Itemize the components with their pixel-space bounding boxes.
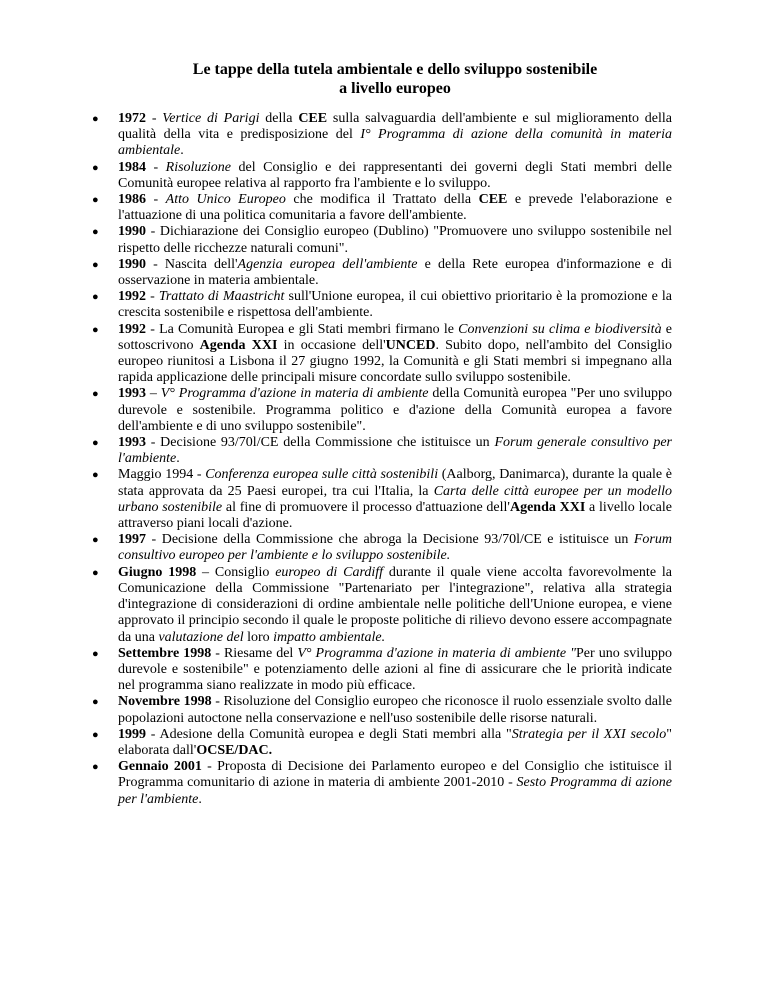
bold-text: 1992 xyxy=(118,321,146,337)
list-item xyxy=(92,532,672,564)
text-run: al fine di promuovere il processo d'attuazione dell' xyxy=(222,499,510,515)
bold-text: Novembre 1998 xyxy=(118,694,212,710)
text-run: – Consiglio xyxy=(196,564,276,580)
list-item xyxy=(92,289,672,321)
text-run: loro xyxy=(243,629,274,645)
text-run: sull'Unione europea, il cui obiettivo prioritario è la promozione e la crescita sostenibile e rispettosa dell'ambiente. xyxy=(118,289,672,321)
milestones-list xyxy=(92,111,673,808)
bullet-icon: ● xyxy=(92,113,99,125)
text-run: Maggio 1994 - xyxy=(118,467,206,483)
bold-text: 1986 xyxy=(118,192,146,208)
italic-text: europeo di Cardiff xyxy=(275,564,384,580)
bullet-icon: ● xyxy=(92,566,99,579)
bullet-icon: ● xyxy=(92,258,99,271)
bold-text: UNCED xyxy=(385,337,436,353)
text-run: . xyxy=(180,143,184,159)
text-run: - Nascita dell' xyxy=(146,256,238,272)
page-title xyxy=(118,60,672,98)
italic-text: Sesto Programma di azione per l'ambiente xyxy=(118,775,672,807)
text-run: a livello locale attraverso piani locali d'azione. xyxy=(118,499,672,532)
bold-text: 1990 xyxy=(118,224,146,240)
bold-text: OCSE/DAC. xyxy=(196,742,273,758)
bold-text: 1990 xyxy=(118,256,146,272)
italic-text: Forum generale consultivo per l'ambiente xyxy=(118,435,673,467)
text-run: - Adesione della Comunità europea e degli Stati membri alla " xyxy=(146,726,512,742)
text-run: " elaborata dall' xyxy=(118,726,672,758)
text-run: - Dichiarazione dei Consiglio europeo (Dublino) "Promuovere uno sviluppo sostenibile nel rispetto delle ricchezze naturali comuni". xyxy=(118,224,672,256)
bold-text: 1992 xyxy=(118,289,146,305)
text-run: . Subito dopo, nell'ambito del Consiglio europeo riunitosi a Lisbona il 27 giugno 1992, la Comunità e gli Stati membri si impegnano alla rapida applicazione delle principali misure concordate sullo sviluppo sostenibile. xyxy=(118,337,672,386)
bold-text: Agenda XXI xyxy=(199,337,278,353)
italic-text: Carta delle città europee per un modello urbano sostenibile xyxy=(118,483,672,515)
text-run: (Aalborg, Danimarca), durante la quale è stata approvata da 25 Paesi europei, tra cui l'Italia, la xyxy=(118,467,672,499)
italic-text: valutazione del xyxy=(158,629,244,645)
list-item xyxy=(92,467,672,532)
italic-text: V° Programma d'azione in materia di ambiente xyxy=(160,386,429,402)
list-item xyxy=(92,694,672,726)
bullet-icon: ● xyxy=(92,761,99,774)
text-run: . xyxy=(176,451,180,467)
italic-text: Agenzia europea dell'ambiente xyxy=(237,256,418,272)
text-run: - La Comunità Europea e gli Stati membri firmano le xyxy=(146,321,459,337)
italic-text: Trattato di Maastricht xyxy=(158,289,285,305)
italic-text: Vertice di Parigi xyxy=(162,111,260,126)
list-item xyxy=(92,159,672,192)
text-run: durante il quale viene accolta favorevolmente la Comunicazione della Commissione "Partenariato per l'integrazione", relativa alla strategia d'integrazione di considerazioni di ordine ambientale nelle politiche dell'Unione europea, e viene approvato il principio secondo il quale le proposte politiche di rilievo devono essere accompagnate da una xyxy=(118,564,672,645)
bullet-icon: ● xyxy=(92,323,99,336)
text-run: in occasione dell' xyxy=(277,337,386,353)
bold-text: 1993 xyxy=(118,435,146,451)
text-run: sulla salvaguardia dell'ambiente e sul miglioramento della qualità della vita e predisposizione del xyxy=(118,111,672,143)
text-run: - Decisione 93/70l/CE della Commissione che istituisce un xyxy=(146,435,495,451)
title-line-2: a livello europeo xyxy=(339,80,451,97)
bold-text: 1997 xyxy=(118,532,146,548)
text-run: e prevede l'elaborazione e l'attuazione di una politica comunitaria a favore dell'ambiente. xyxy=(118,192,672,224)
bullet-icon: ● xyxy=(92,226,99,239)
text-run: della Comunità europea "Per uno sviluppo durevole e sostenibile. Programma politico e d'azione della Comunità europea a favore dell'ambiente e di uno sviluppo sostenibile". xyxy=(118,386,673,434)
list-item xyxy=(92,224,672,256)
text-run: . xyxy=(198,791,202,807)
bullet-icon: ● xyxy=(92,728,99,741)
text-run: e sottoscrivono xyxy=(118,321,672,353)
bullet-icon: ● xyxy=(92,161,99,174)
list-item xyxy=(92,321,672,387)
text-run: - Risoluzione del Consiglio europeo che riconosce il ruolo essenziale svolto dalle popolazioni autoctone nella conservazione e nell'uso sostenibile delle risorse naturali. xyxy=(118,694,672,726)
bold-text: CEE xyxy=(298,111,328,126)
list-item xyxy=(92,111,673,160)
text-run: della xyxy=(259,111,299,126)
bold-text: 1972 xyxy=(118,111,146,126)
italic-text: Atto Unico Europeo xyxy=(165,192,286,208)
italic-text: I° Programma di azione della comunità in materia ambientale xyxy=(118,127,673,159)
bullet-icon: ● xyxy=(92,388,99,401)
text-run: - xyxy=(146,192,166,208)
italic-text: Risoluzione xyxy=(165,159,232,175)
text-run: che modifica il Trattato della xyxy=(285,192,479,208)
text-run: - Riesame del xyxy=(211,645,298,661)
italic-text: Conferenza europea sulle città sostenibili xyxy=(205,467,439,483)
text-run: - Decisione della Commissione che abroga la Decisione 93/70l/CE e istituisce un xyxy=(146,532,634,548)
bullet-icon: ● xyxy=(92,291,99,304)
title-line-1: Le tappe della tutela ambientale e dello sviluppo sostenibile xyxy=(192,61,598,78)
list-item xyxy=(92,192,672,224)
bold-text: Agenda XXI xyxy=(509,499,586,515)
italic-text: V° Programma d'azione in materia di ambiente " xyxy=(297,645,577,661)
list-item xyxy=(92,256,673,289)
bullet-icon: ● xyxy=(92,194,99,207)
bold-text: Gennaio 2001 xyxy=(118,759,202,775)
bold-text: 1993 xyxy=(118,386,146,402)
italic-text: impatto ambientale. xyxy=(273,629,386,645)
italic-text: Convenzioni su clima e biodiversità xyxy=(458,321,662,337)
bold-text: Settembre 1998 xyxy=(118,645,212,661)
text-run: - xyxy=(146,111,163,126)
list-item xyxy=(92,386,673,435)
text-run: - Proposta di Decisione dei Parlamento europeo e del Consiglio che istituisce il Programma comunitario di azione in materia di ambiente 2001-2010 - xyxy=(118,759,672,791)
bold-text: 1984 xyxy=(118,159,146,175)
list-item xyxy=(92,726,672,759)
list-item xyxy=(92,564,672,646)
list-item xyxy=(92,435,673,467)
italic-text: Forum consultivo europeo per l'ambiente e lo sviluppo sostenibile. xyxy=(118,532,672,564)
text-run: e della Rete europea d'informazione e di osservazione in materia ambientale. xyxy=(118,256,673,289)
list-item xyxy=(92,645,672,695)
bullet-icon: ● xyxy=(92,437,99,450)
text-run: Per uno sviluppo durevole e sostenibile" e potenziamento delle azioni al fine di assicurare che le priorità indicate nel programma siano realizzate in modo più efficace. xyxy=(118,645,672,694)
list-item xyxy=(92,759,672,808)
text-run: - xyxy=(146,159,166,175)
italic-text: Strategia per il XXI secolo xyxy=(511,726,667,742)
bullet-icon: ● xyxy=(92,469,99,482)
bold-text: Giugno 1998 xyxy=(118,564,197,580)
text-run: - xyxy=(146,289,159,305)
bullet-icon: ● xyxy=(92,647,99,660)
text-run: – xyxy=(146,386,161,402)
text-run: del Consiglio e dei rappresentanti dei governi degli Stati membri delle Comunità europee relativa al rapporto fra l'ambiente e lo sviluppo. xyxy=(118,159,672,191)
bullet-icon: ● xyxy=(92,534,99,547)
bold-text: CEE xyxy=(478,192,508,208)
bullet-icon: ● xyxy=(92,696,99,709)
bold-text: 1999 xyxy=(118,726,146,742)
